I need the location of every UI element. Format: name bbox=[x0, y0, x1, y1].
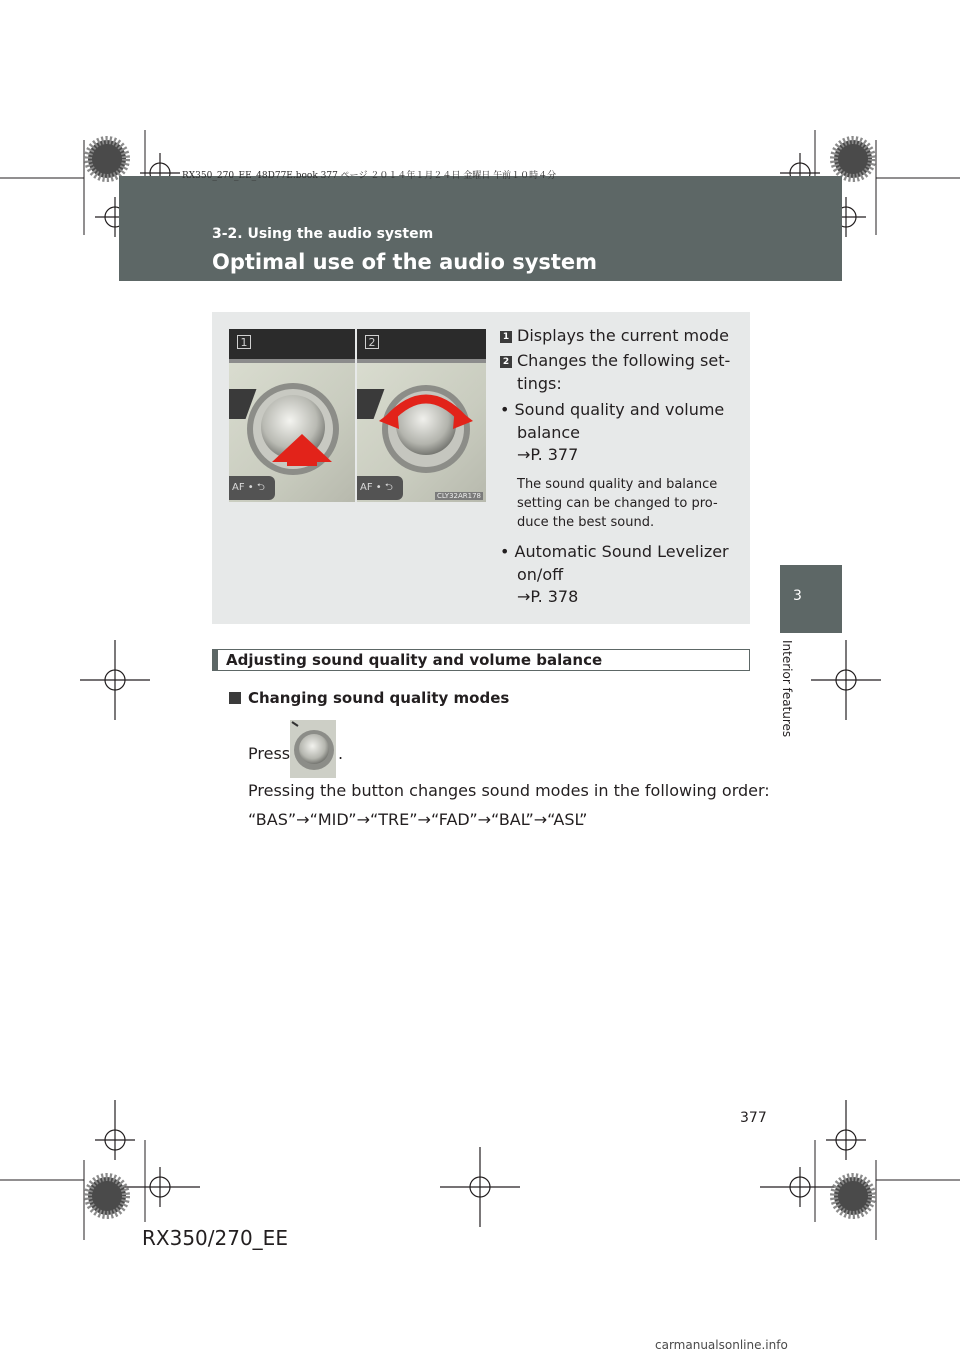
image-code: CLY32AR178 bbox=[436, 492, 481, 500]
bullet-2-ref: →P. 378 bbox=[517, 587, 579, 606]
page-title: Optimal use of the audio system bbox=[212, 250, 598, 274]
knob-turn-photo bbox=[357, 329, 486, 502]
af-button: AF • ⮌ bbox=[229, 476, 275, 500]
knob-press-photo bbox=[229, 329, 355, 502]
bullet-2-line-1: • Automatic Sound Levelizer bbox=[500, 542, 729, 561]
section-label: 3-2. Using the audio system bbox=[212, 226, 434, 242]
page-number: 377 bbox=[740, 1110, 767, 1126]
press-period: . bbox=[338, 744, 344, 763]
item-2-line-2: tings: bbox=[517, 374, 562, 393]
body-text-1: Pressing the button changes sound modes in the following order: bbox=[248, 781, 770, 800]
book-stamp: RX350_270_EE_48D77E.book 377 ページ ２０１４年１月２４日 金曜日 午前１０時４分 bbox=[182, 171, 557, 181]
chapter-label-text: Interior features bbox=[780, 640, 794, 738]
note-line-3: duce the best sound. bbox=[517, 515, 655, 530]
af-button: AF • ⮌ bbox=[357, 476, 403, 500]
item-1-text: Displays the current mode bbox=[517, 326, 729, 345]
marker-1: 1 bbox=[500, 331, 512, 343]
note-line-1: The sound quality and balance bbox=[517, 477, 718, 492]
footer-model: RX350/270_EE bbox=[142, 1226, 288, 1250]
knob-icon bbox=[290, 720, 336, 778]
item-2-line-1: Changes the following set- bbox=[517, 351, 731, 370]
chapter-label bbox=[770, 640, 816, 750]
subheading-square-icon bbox=[229, 692, 241, 704]
bullet-2-line-2: on/off bbox=[517, 565, 564, 584]
note-line-2: setting can be changed to pro- bbox=[517, 496, 718, 511]
photo-badge-2: 2 bbox=[365, 335, 379, 349]
watermark: carmanualsonline.info bbox=[655, 1338, 788, 1352]
marker-2: 2 bbox=[500, 356, 512, 368]
press-label: Press bbox=[248, 744, 291, 763]
bullet-1-ref: →P. 377 bbox=[517, 445, 579, 464]
mode-sequence: “BAS”→“MID”→“TRE”→“FAD”→“BAL”→“ASL” bbox=[248, 810, 588, 829]
subheading: Changing sound quality modes bbox=[248, 689, 510, 707]
chapter-number: 3 bbox=[793, 588, 802, 604]
bullet-1-line-2: balance bbox=[517, 423, 580, 442]
section-heading: Adjusting sound quality and volume balance bbox=[226, 651, 603, 669]
photo-badge-1: 1 bbox=[237, 335, 251, 349]
registration-mark-icon bbox=[88, 140, 872, 1215]
bullet-1-line-1: • Sound quality and volume bbox=[500, 400, 725, 419]
